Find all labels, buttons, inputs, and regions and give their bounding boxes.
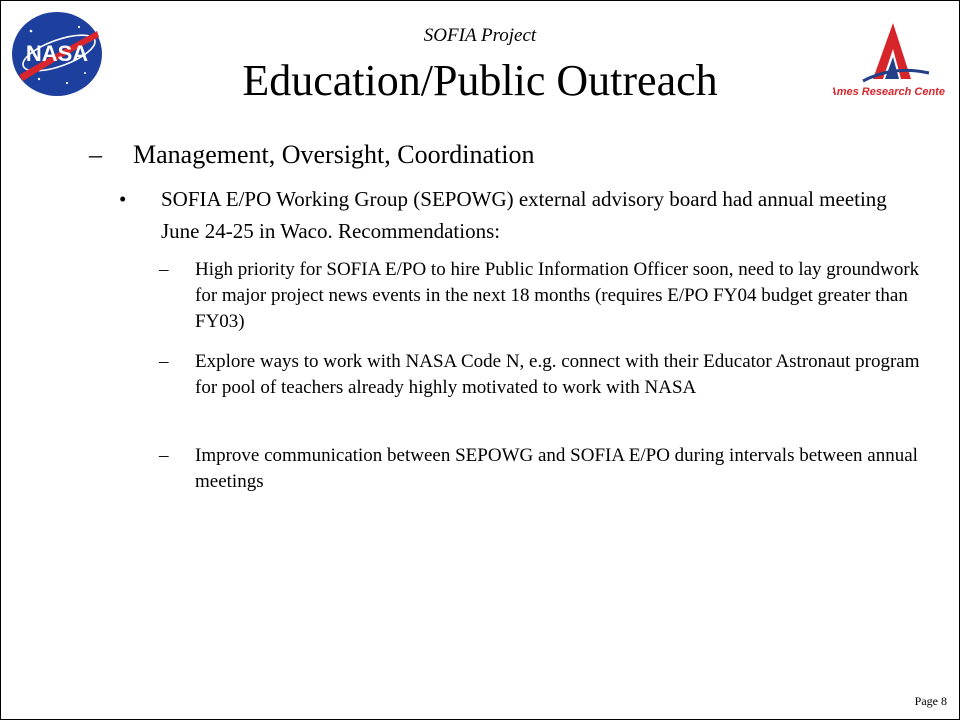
dash-marker: – <box>89 140 102 169</box>
dash-marker: – <box>159 351 169 372</box>
dash-marker: – <box>159 259 169 280</box>
bullet-text: SOFIA E/PO Working Group (SEPOWG) external advisory board had annual meeting June 24-25 in Waco. Recommendations: <box>161 187 887 243</box>
section-heading-text: Management, Oversight, Coordination <box>133 140 535 169</box>
sub-bullet-text: Explore ways to work with NASA Code N, e.g. connect with their Educator Astronaut program for pool of teachers already highly motivated to work with NASA <box>195 351 920 398</box>
svg-text:NASA: NASA <box>25 41 89 66</box>
slide-title: Education/Public Outreach <box>242 56 718 105</box>
bullet-item <box>119 183 929 247</box>
sub-bullet-item <box>159 349 929 401</box>
sub-bullet-text: Improve communication between SEPOWG and SOFIA E/PO during intervals between annual meetings <box>195 445 918 492</box>
sub-bullet-item <box>159 257 929 335</box>
project-name: SOFIA Project <box>423 25 537 46</box>
svg-text:Ames Research Center: Ames Research Center <box>833 86 945 98</box>
section-heading <box>89 139 534 171</box>
sub-bullet-item <box>159 443 929 495</box>
bullet-marker: • <box>119 187 127 211</box>
page-number: Page 8 <box>914 694 947 708</box>
sub-bullet-text: High priority for SOFIA E/PO to hire Public Information Officer soon, need to lay groundwork for major project news events in the next 18 months (requires E/PO FY04 budget greater than FY03) <box>195 259 920 332</box>
dash-marker: – <box>159 445 169 466</box>
